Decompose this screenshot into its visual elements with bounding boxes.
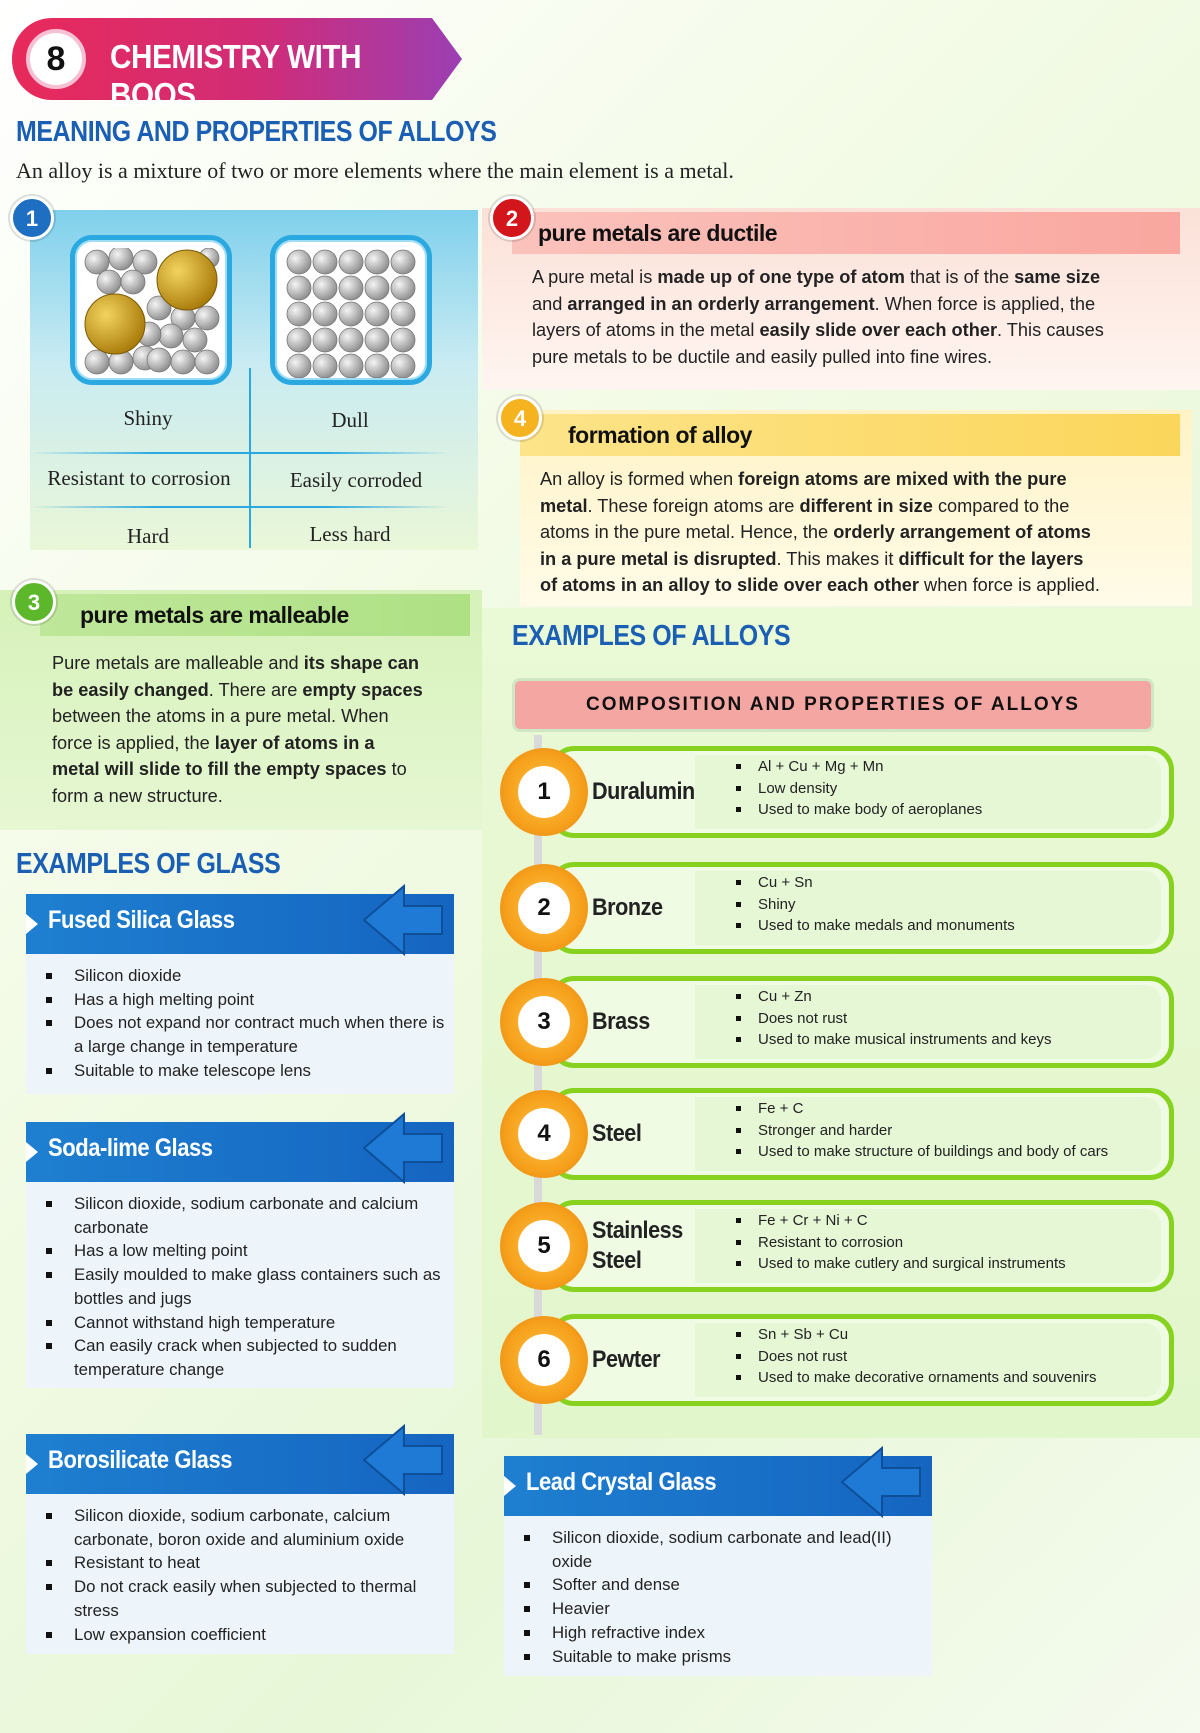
formation-line: of atoms in an alloy to slide over each other when force is applied. [540, 575, 1100, 595]
alloy-points [732, 986, 1051, 1051]
malleable-line: force is applied, the layer of atoms in a [52, 732, 375, 753]
glass-card-soda-lime [26, 1122, 454, 1388]
alloy-points [732, 872, 1015, 937]
chapter-banner [12, 18, 462, 113]
alloy-table-title: COMPOSITION AND PROPERTIES OF ALLOYS [512, 678, 1154, 732]
alloy-property: Resistant to corrosion [47, 466, 231, 490]
triangle-marker-icon [26, 1454, 38, 1474]
formation-line: atoms in the pure metal. Hence, the orderly arrangement of atoms [540, 522, 1091, 542]
malleable-panel [0, 590, 482, 830]
glass-card-header [26, 1122, 454, 1182]
pure-metal-property: Easily corroded [289, 468, 423, 492]
malleable-line: Pure metals are malleable and its shape can [52, 653, 419, 673]
glass-card-header [26, 1434, 454, 1494]
alloy-formation-text [540, 466, 1190, 599]
alloy-row-bronze [500, 862, 1174, 954]
glass-card-fused-silica [26, 894, 454, 1094]
glass-point: Easily moulded to make glass containers such as bottles and jugs [44, 1263, 454, 1310]
alloy-point: Resistant to corrosion [732, 1232, 1066, 1254]
alloy-points [732, 1210, 1066, 1275]
section-heading-alloys-meaning: MEANING AND PROPERTIES OF ALLOYS [16, 116, 497, 148]
section-heading-alloys: EXAMPLES OF ALLOYS [512, 620, 791, 652]
malleable-title: pure metals are malleable [40, 594, 470, 636]
panel-number-badge: 3 [12, 580, 56, 624]
glass-point: Has a low melting point [44, 1239, 454, 1263]
glass-point: Suitable to make prisms [522, 1645, 932, 1669]
chapter-number: 8 [26, 29, 86, 89]
glass-card-header [504, 1456, 932, 1516]
alloy-number-circle [500, 1316, 588, 1404]
triangle-marker-icon [26, 914, 38, 934]
pure-metal-atom-diagram [270, 235, 432, 385]
malleable-line: metal will slide to fill the empty spaces to [52, 759, 407, 779]
alloy-points [732, 756, 982, 821]
glass-points [44, 1192, 454, 1382]
formation-line: in a pure metal is disrupted. This makes it difficult for the layers [540, 548, 1084, 569]
arrow-left-icon [344, 1420, 444, 1500]
glass-points [522, 1526, 932, 1668]
ductile-panel [482, 208, 1200, 390]
glass-point: Heavier [522, 1597, 932, 1621]
formation-line: metal. These foreign atoms are different in size compared to the [540, 495, 1070, 516]
alloy-point: Used to make body of aeroplanes [732, 799, 982, 821]
glass-card-header [26, 894, 454, 954]
glass-point: Silicon dioxide, sodium carbonate and lead(II) oxide [522, 1526, 932, 1573]
glass-card-lead-crystal [504, 1456, 932, 1676]
chapter-title: CHEMISTRY WITH BOOS [110, 38, 362, 113]
alloy-point: Fe + C [732, 1098, 1108, 1120]
alloy-name: Pewter [592, 1346, 661, 1373]
alloy-point: Al + Cu + Mg + Mn [732, 756, 982, 778]
alloy-point: Used to make decorative ornaments and souvenirs [732, 1367, 1097, 1389]
ductile-line: layers of atoms in the metal easily slide over each other. This causes [532, 320, 1104, 340]
alloy-point: Does not rust [732, 1008, 1051, 1030]
alloy-row-steel [500, 1088, 1174, 1180]
alloy-point: Shiny [732, 894, 1015, 916]
alloy-name: Steel [592, 1120, 642, 1147]
alloy-points [732, 1098, 1108, 1163]
glass-point: Do not crack easily when subjected to thermal stress [44, 1575, 454, 1622]
glass-point: Suitable to make telescope lens [44, 1059, 454, 1083]
arrow-left-icon [344, 1108, 444, 1188]
alloy-points [732, 1324, 1097, 1389]
alloy-formation-title: formation of alloy [520, 414, 1180, 456]
glass-point: Silicon dioxide [44, 964, 454, 988]
alloy-atoms-svg [83, 248, 223, 378]
triangle-marker-icon [504, 1476, 516, 1496]
alloy-number: 6 [518, 1334, 570, 1386]
glass-point: High refractive index [522, 1621, 932, 1645]
glass-points [44, 964, 454, 1083]
alloy-number-circle [500, 748, 588, 836]
glass-point: Low expansion coefficient [44, 1623, 454, 1647]
alloy-point: Does not rust [732, 1346, 1097, 1368]
intro-text: An alloy is a mixture of two or more elements where the main element is a metal. [16, 158, 734, 183]
alloy-name: Bronze [592, 894, 663, 921]
alloy-number: 1 [518, 766, 570, 818]
glass-point: Resistant to heat [44, 1551, 454, 1575]
triangle-marker-icon [26, 1142, 38, 1162]
row-divider [30, 452, 450, 454]
alloy-number: 3 [518, 996, 570, 1048]
section-heading-glass: EXAMPLES OF GLASS [16, 848, 281, 880]
pure-metal-property: Less hard [309, 522, 391, 546]
alloy-formation-panel [520, 410, 1192, 606]
alloy-number: 5 [518, 1220, 570, 1272]
ductile-text [532, 264, 1192, 370]
ductile-line: A pure metal is made up of one type of atom that is of the same size [532, 267, 1101, 287]
properties-comparison-panel [30, 210, 478, 550]
formation-line: An alloy is formed when foreign atoms are mixed with the pure [540, 469, 1067, 489]
glass-point: Cannot withstand high temperature [44, 1311, 454, 1335]
alloy-row-stainless-steel [500, 1200, 1174, 1292]
alloy-point: Sn + Sb + Cu [732, 1324, 1097, 1346]
glass-point: Silicon dioxide, sodium carbonate, calcium carbonate, boron oxide and aluminium oxide [44, 1504, 454, 1551]
alloy-point: Cu + Sn [732, 872, 1015, 894]
alloy-row-duralumin [500, 746, 1174, 838]
alloy-row-brass [500, 976, 1174, 1068]
row-divider [30, 506, 450, 508]
glass-name: Soda-lime Glass [48, 1134, 213, 1162]
alloy-name: Stainless Steel [592, 1217, 683, 1274]
glass-point: Can easily crack when subjected to sudden temperature change [44, 1334, 454, 1381]
panel-number-badge: 2 [490, 196, 534, 240]
glass-points [44, 1504, 454, 1646]
glass-name: Borosilicate Glass [48, 1446, 233, 1474]
malleable-text [52, 650, 472, 809]
alloy-point: Fe + Cr + Ni + C [732, 1210, 1066, 1232]
arrow-left-icon [344, 880, 444, 960]
alloy-point: Used to make medals and monuments [732, 915, 1015, 937]
alloy-point: Cu + Zn [732, 986, 1051, 1008]
alloy-name: Duralumin [592, 778, 695, 805]
alloy-property: Hard [127, 524, 169, 548]
panel-number-badge: 4 [498, 396, 542, 440]
alloy-point: Used to make cutlery and surgical instruments [732, 1253, 1066, 1275]
alloy-number-circle [500, 1202, 588, 1290]
malleable-line: be easily changed. There are empty spaces [52, 679, 423, 700]
alloy-property: Shiny [123, 406, 173, 430]
ductile-line: pure metals to be ductile and easily pulled into fine wires. [532, 346, 992, 367]
alloy-atom-diagram [70, 235, 232, 385]
malleable-line: form a new structure. [52, 785, 223, 806]
ductile-title: pure metals are ductile [512, 212, 1180, 254]
ductile-line: and arranged in an orderly arrangement. When force is applied, the [532, 293, 1096, 314]
column-divider [249, 368, 251, 548]
alloy-number: 2 [518, 882, 570, 934]
glass-point: Does not expand nor contract much when there is a large change in temperature [44, 1011, 454, 1058]
alloy-number-circle [500, 864, 588, 952]
alloy-name: Brass [592, 1008, 650, 1035]
alloy-row-pewter [500, 1314, 1174, 1406]
arrow-left-icon [822, 1442, 922, 1522]
alloy-point: Low density [732, 778, 982, 800]
glass-card-borosilicate [26, 1434, 454, 1654]
glass-point: Silicon dioxide, sodium carbonate and calcium carbonate [44, 1192, 454, 1239]
glass-name: Lead Crystal Glass [526, 1468, 717, 1496]
alloy-number-circle [500, 978, 588, 1066]
alloy-point: Used to make structure of buildings and body of cars [732, 1141, 1108, 1163]
alloy-number-circle [500, 1090, 588, 1178]
glass-point: Softer and dense [522, 1573, 932, 1597]
pure-metal-property: Dull [331, 408, 369, 432]
glass-name: Fused Silica Glass [48, 906, 235, 934]
panel-number-badge: 1 [10, 196, 54, 240]
alloy-point: Used to make musical instruments and keys [732, 1029, 1051, 1051]
alloy-point: Stronger and harder [732, 1120, 1108, 1142]
malleable-line: between the atoms in a pure metal. When [52, 706, 389, 726]
glass-point: Has a high melting point [44, 988, 454, 1012]
alloy-number: 4 [518, 1108, 570, 1160]
pure-metal-atoms-svg [283, 248, 423, 378]
